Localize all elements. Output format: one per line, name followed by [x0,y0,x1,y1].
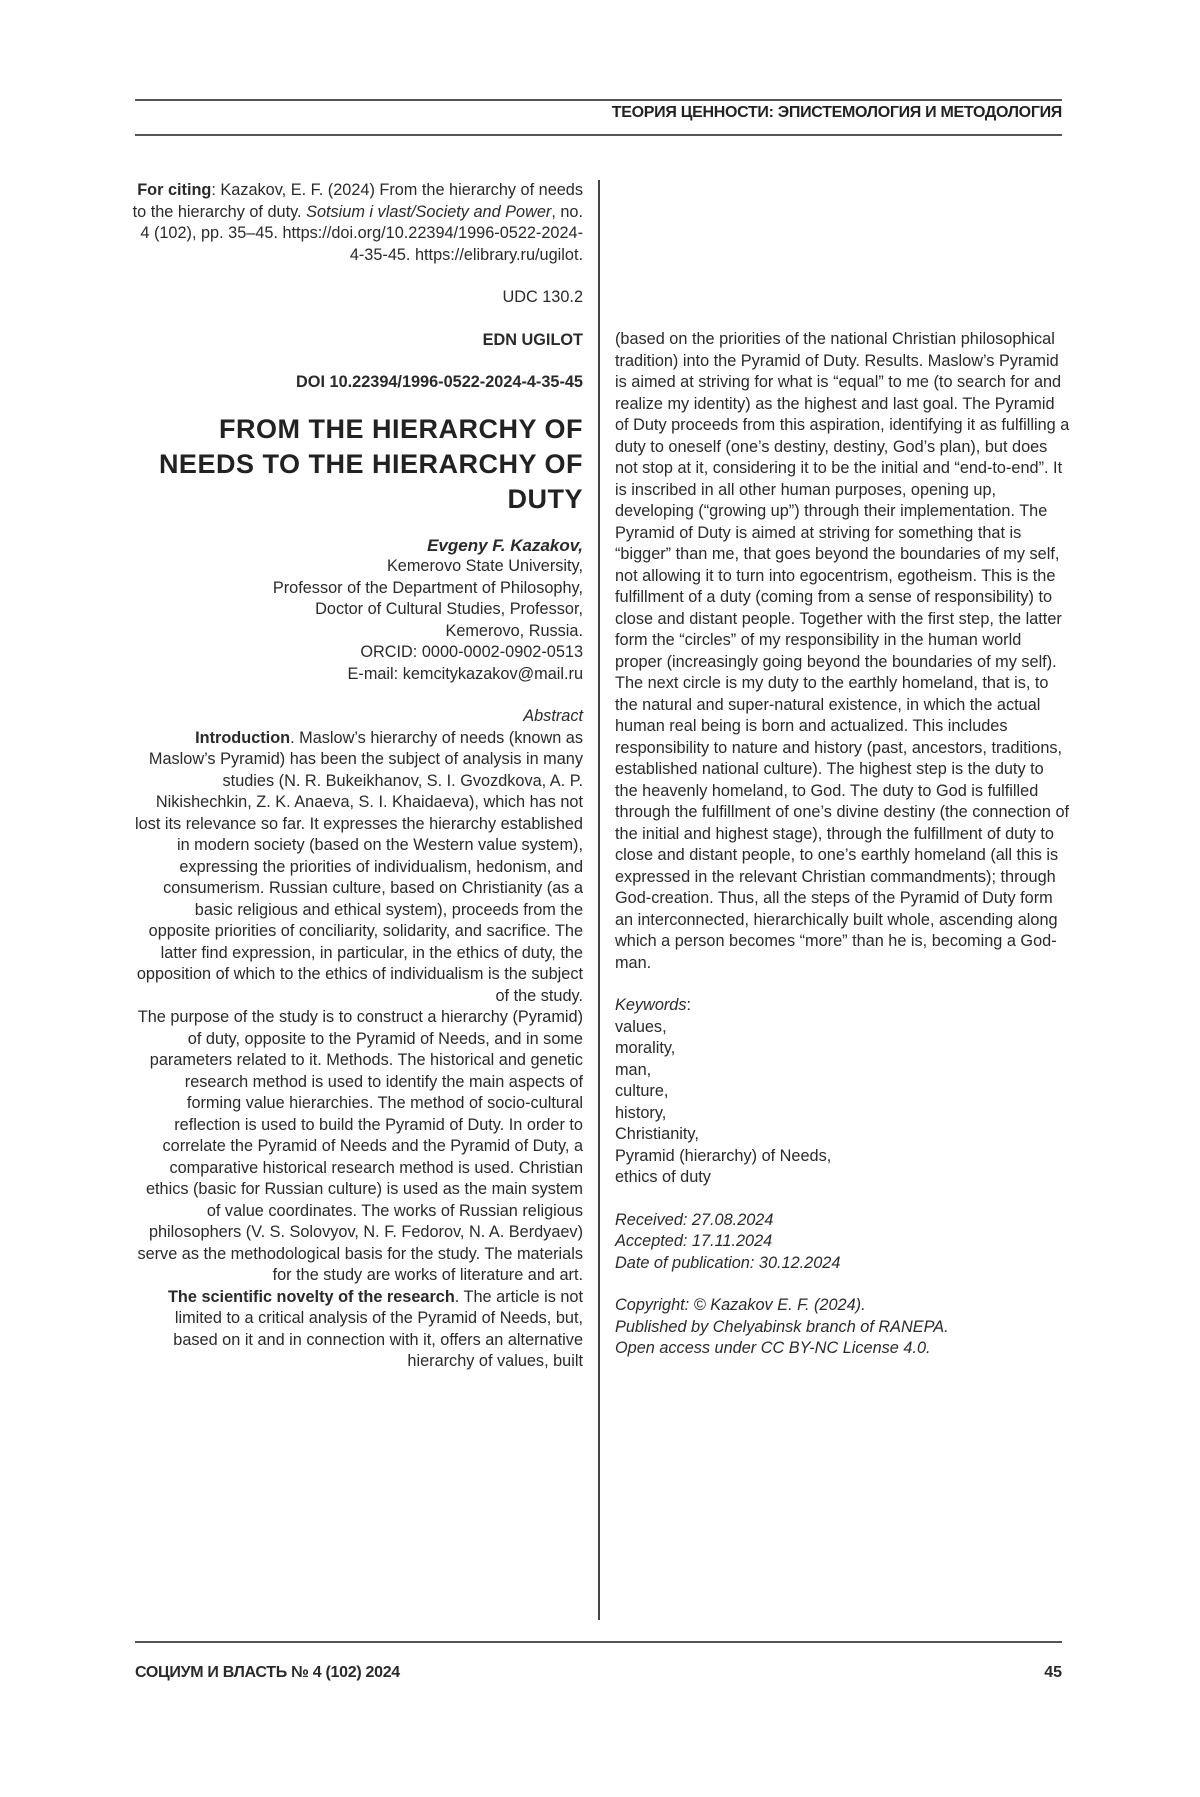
keyword: Pyramid (hierarchy) of Needs, [615,1146,832,1165]
column-divider [598,180,600,1620]
author-email[interactable]: E-mail: kemcitykazakov@mail.ru [347,664,583,683]
author-position: Professor of the Department of Philosophy, [272,578,583,597]
date-published: Date of publication: 30.12.2024 [615,1253,841,1272]
right-column [615,329,1070,1360]
intro-label: Introduction [195,728,291,747]
abstract-purpose: The purpose of the study is to construct a hierarchy (Pyramid) of duty, opposite to the Pyramid of Needs, and in some parameters related to it. Methods. The historical and genetic research method is used to identify the main aspects of forming value hierarchies. The method of socio-cultural reflection is used to build the Pyramid of Duty. In order to correlate the Pyramid of Needs and the Pyramid of Duty, a comparative historical research method is used. Christian ethics (basic for Russian culture) is used as the main system of value coordinates. The works of Russian religious philosophers (V. S. Solovyov, N. F. Fedorov, N. A. Berdyaev) serve as the methodological basis for the study. The materials for the study are works of literature and art. [137,1008,583,1284]
abstract-continued: (based on the priorities of the national Christian philosophical tradition) into the Pyramid of Duty. Results. Maslow’s Pyramid is aimed at striving for what is “equal” to me (to search for and realize my identity) as the highest and last goal. The Pyramid of Duty proceeds from this aspiration, identifying it as fulfilling a duty to oneself (one’s destiny, destiny, God’s plan), but does not stop at it, considering it to be the initial and “end-to-end”. It is inscribed in all other human purposes, opening up, developing (“growing up”) through their implementation. The Pyramid of Duty is aimed at striving for something that is “bigger” than me, that goes beyond the boundaries of my self, not allowing it to turn into egocentrism, egotheism. This is the fulfillment of a duty (coming from a sense of responsibility) to close and distant people. Together with the first step, the latter form the “circles” of my responsibility in the human world proper (increasingly going beyond the boundaries of my self). The next circle is my duty to the earthly homeland, that is, to the natural and super-natural existence, in which the actual human real being is born and actualized. This includes responsibility to nature and history (past, ancestors, traditions, established national culture). The highest step is the duty to the heavenly homeland, to God. The duty to God is fulfilled through the fulfillment of one’s divine destiny (the connection of the initial and highest stage), through the fulfillment of duty to close and distant people, to one’s earthly homeland (all this is expressed in the relevant Christian commandments); through God-creation. Thus, all the steps of the Pyramid of Duty form an interconnected, hierarchically built whole, ascending along which a person becomes “more” than he is, becoming a God-man. [615,330,1070,972]
citation-label: For citing [137,181,212,199]
keywords-label: Keywords: [615,996,692,1014]
license: Open access under CC BY-NC License 4.0. [615,1339,931,1357]
author-affiliation: Kemerovo State University, [386,557,583,575]
left-column [130,180,583,1373]
copyright: Copyright: © Kazakov E. F. (2024). [615,1296,866,1314]
author-location: Kemerovo, Russia. [445,621,583,640]
header-rule-top [135,99,1062,101]
keyword: man, [615,1060,652,1079]
novelty-text: . The article is not limited to a critical analysis of the Pyramid of Needs, but, based on it and in connection with it, offers an alternative hierarchy of values, built [173,1287,583,1370]
page-number: 45 [1044,1664,1062,1681]
keyword: values, [615,1017,667,1036]
keyword: history, [615,1103,667,1122]
abstract-introduction [130,728,583,1008]
keyword: ethics of duty [615,1168,711,1186]
intro-text: . Maslow’s hierarchy of needs (known as Maslow’s Pyramid) has been the subject of analysis in many studies (N. R. Bukeikhanov, S. I. Gvozdkova, A. P. Nikishechkin, Z. K. Anaeva, S. I. Khaidaeva), which has not lost its relevance so far. It expresses the hierarchy established in modern society (based on the Western value system), expressing the priorities of individualism, hedonism, and consumerism. Russian culture, based on Christianity (as a basic religious and ethical system), proceeds from the opposite priorities of conciliarity, solidarity, and sacrifice. The latter find expression, in particular, in the ethics of duty, the opposition of which to the ethics of individualism is the subject of the study. [135,728,583,1005]
header-rule-bottom [135,134,1062,136]
running-header: ТЕОРИЯ ЦЕННОСТИ: ЭПИСТЕМОЛОГИЯ И МЕТОДОЛОГИЯ [611,104,1062,121]
date-received: Received: 27.08.2024 [615,1210,774,1229]
citation [130,180,583,266]
edn: EDN UGILOT [482,330,583,349]
citation-text: : Kazakov, E. F. (2024) From the hierarchy of needs to the hierarchy of duty. [132,181,583,221]
abstract-novelty [130,1287,583,1373]
udc: UDC 130.2 [502,288,583,306]
date-accepted: Accepted: 17.11.2024 [615,1232,773,1250]
publisher: Published by Chelyabinsk branch of RANEPA. [615,1317,949,1336]
footer-journal: СОЦИУМ И ВЛАСТЬ № 4 (102) 2024 [135,1664,400,1681]
author-name: Evgeny F. Kazakov, [427,535,583,555]
citation-text-2: , no. 4 (102), pp. 35–45. https://doi.org/10.22394/1996-0522-2024-4-35-45. https://elibrary.ru/ugilot. [140,202,583,264]
article-title: FROM THE HIERARCHY OF NEEDS TO THE HIERARCHY OF DUTY [158,413,583,514]
keyword: culture, [615,1082,669,1100]
keyword: Christianity, [615,1125,699,1143]
abstract-heading: Abstract [523,707,583,725]
author-orcid: ORCID: 0000-0002-0902-0513 [360,643,583,661]
doi: DOI 10.22394/1996-0522-2024-4-35-45 [296,373,583,391]
novelty-label: The scientific novelty of the research [167,1287,455,1306]
citation-journal: Sotsium i vlast/Society and Power [306,202,552,221]
keywords-label-text: Keywords [615,996,687,1014]
footer-rule [135,1641,1062,1643]
keyword: morality, [615,1039,676,1057]
author-degree: Doctor of Cultural Studies, Professor, [315,600,583,618]
